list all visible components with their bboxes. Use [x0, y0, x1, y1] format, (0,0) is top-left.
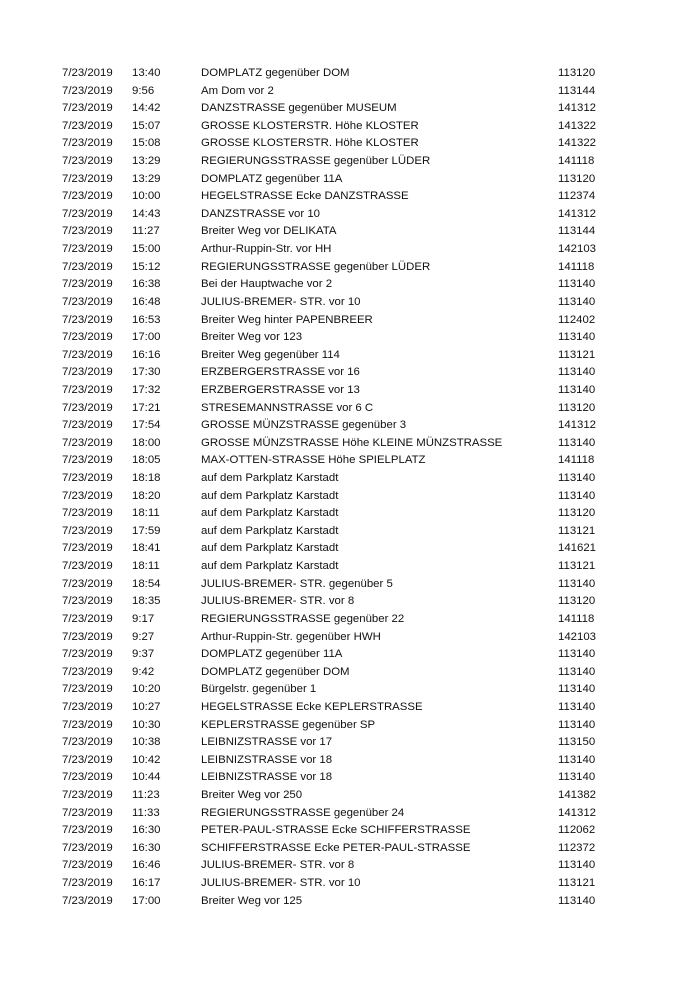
- record-date: 7/23/2019: [62, 524, 113, 537]
- record-code: 141382: [558, 788, 597, 801]
- record-code: 113140: [558, 331, 596, 344]
- record-time: 16:17: [132, 877, 161, 890]
- record-time: 18:11: [132, 507, 160, 520]
- record-time: 17:32: [132, 383, 161, 396]
- table-row: [62, 294, 622, 312]
- record-time: 15:12: [132, 260, 161, 273]
- record-location: Breiter Weg vor 123: [201, 331, 303, 344]
- table-row: [62, 118, 622, 136]
- record-code: 113121: [558, 524, 596, 537]
- table-row: [62, 540, 622, 558]
- record-location: auf dem Parkplatz Karstadt: [201, 542, 339, 555]
- record-code: 141312: [558, 806, 597, 819]
- record-date: 7/23/2019: [62, 419, 113, 432]
- record-time: 17:59: [132, 524, 161, 537]
- record-code: 113120: [558, 401, 596, 414]
- record-code: 112062: [558, 824, 596, 837]
- record-time: 9:17: [132, 612, 155, 625]
- record-code: 113140: [558, 859, 596, 872]
- record-date: 7/23/2019: [62, 401, 113, 414]
- table-row: [62, 400, 622, 418]
- record-date: 7/23/2019: [62, 84, 113, 97]
- record-code: 113140: [558, 753, 596, 766]
- record-date: 7/23/2019: [62, 507, 113, 520]
- record-time: 17:00: [132, 331, 161, 344]
- record-time: 10:42: [132, 753, 161, 766]
- table-row: [62, 840, 622, 858]
- record-date: 7/23/2019: [62, 736, 113, 749]
- record-code: 113140: [558, 700, 596, 713]
- record-code: 113140: [558, 718, 596, 731]
- record-location: REGIERUNGSSTRASSE gegenüber 24: [201, 806, 405, 819]
- record-time: 18:20: [132, 489, 161, 502]
- record-date: 7/23/2019: [62, 137, 113, 150]
- record-location: DOMPLATZ gegenüber 11A: [201, 172, 343, 185]
- record-date: 7/23/2019: [62, 542, 113, 555]
- record-date: 7/23/2019: [62, 753, 113, 766]
- table-row: [62, 83, 622, 101]
- table-row: [62, 470, 622, 488]
- table-row: [62, 505, 622, 523]
- record-location: DANZSTRASSE gegenüber MUSEUM: [201, 102, 397, 115]
- table-row: [62, 171, 622, 189]
- record-code: 113140: [558, 436, 596, 449]
- record-code: 113140: [558, 278, 596, 291]
- record-date: 7/23/2019: [62, 841, 113, 854]
- record-date: 7/23/2019: [62, 489, 113, 502]
- record-time: 18:00: [132, 436, 161, 449]
- table-row: [62, 893, 622, 911]
- table-row: [62, 135, 622, 153]
- record-date: 7/23/2019: [62, 313, 113, 326]
- record-time: 11:33: [132, 806, 160, 819]
- table-row: [62, 875, 622, 893]
- record-date: 7/23/2019: [62, 806, 113, 819]
- record-date: 7/23/2019: [62, 454, 113, 467]
- table-row: [62, 523, 622, 541]
- record-time: 16:38: [132, 278, 161, 291]
- record-date: 7/23/2019: [62, 472, 113, 485]
- table-row: [62, 787, 622, 805]
- table-row: [62, 223, 622, 241]
- table-row: [62, 752, 622, 770]
- record-time: 10:30: [132, 718, 161, 731]
- record-location: JULIUS-BREMER- STR. vor 10: [201, 877, 361, 890]
- record-location: HEGELSTRASSE Ecke KEPLERSTRASSE: [201, 700, 423, 713]
- record-code: 113140: [558, 472, 596, 485]
- record-location: LEIBNIZSTRASSE vor 17: [201, 736, 333, 749]
- record-location: GROSSE MÜNZSTRASSE gegenüber 3: [201, 419, 407, 432]
- table-row: [62, 100, 622, 118]
- record-time: 15:00: [132, 243, 161, 256]
- record-date: 7/23/2019: [62, 612, 113, 625]
- record-date: 7/23/2019: [62, 877, 113, 890]
- record-location: GROSSE KLOSTERSTR. Höhe KLOSTER: [201, 137, 419, 150]
- table-row: [62, 312, 622, 330]
- record-location: Breiter Weg gegenüber 114: [201, 348, 340, 361]
- record-code: 141322: [558, 137, 597, 150]
- record-code: 141118: [558, 260, 595, 273]
- record-code: 113140: [558, 665, 596, 678]
- record-date: 7/23/2019: [62, 67, 113, 79]
- table-row: [62, 435, 622, 453]
- table-row: [62, 805, 622, 823]
- record-date: 7/23/2019: [62, 243, 113, 256]
- table-row: [62, 664, 622, 682]
- record-code: 113120: [558, 67, 596, 79]
- record-location: LEIBNIZSTRASSE vor 18: [201, 753, 333, 766]
- record-time: 10:44: [132, 771, 161, 784]
- table-row: [62, 681, 622, 699]
- record-time: 17:00: [132, 894, 161, 907]
- record-code: 113144: [558, 84, 596, 97]
- record-time: 9:37: [132, 648, 155, 661]
- record-code: 113144: [558, 225, 596, 238]
- record-date: 7/23/2019: [62, 155, 113, 168]
- record-location: STRESEMANNSTRASSE vor 6 C: [201, 401, 374, 414]
- record-location: DOMPLATZ gegenüber DOM: [201, 67, 350, 79]
- record-code: 113140: [558, 295, 596, 308]
- table-row: [62, 276, 622, 294]
- record-code: 113120: [558, 172, 596, 185]
- record-location: GROSSE MÜNZSTRASSE Höhe KLEINE MÜNZSTRASSE: [201, 436, 503, 449]
- record-code: 141118: [558, 612, 595, 625]
- record-date: 7/23/2019: [62, 560, 113, 573]
- record-location: Breiter Weg hinter PAPENBREER: [201, 313, 373, 326]
- record-time: 10:27: [132, 700, 161, 713]
- record-time: 13:29: [132, 172, 161, 185]
- record-code: 113140: [558, 648, 596, 661]
- table-row: [62, 699, 622, 717]
- record-time: 10:20: [132, 683, 161, 696]
- record-code: 141118: [558, 155, 595, 168]
- record-code: 113121: [558, 560, 596, 573]
- record-code: 113150: [558, 736, 596, 749]
- record-date: 7/23/2019: [62, 119, 113, 132]
- table-row: [62, 364, 622, 382]
- record-code: 113121: [558, 348, 596, 361]
- table-row: [62, 734, 622, 752]
- record-time: 9:27: [132, 630, 155, 643]
- records-table: [62, 65, 622, 910]
- record-code: 113140: [558, 577, 596, 590]
- record-location: Bei der Hauptwache vor 2: [201, 278, 333, 291]
- record-location: MAX-OTTEN-STRASSE Höhe SPIELPLATZ: [201, 454, 426, 467]
- record-code: 141312: [558, 207, 597, 220]
- record-location: Breiter Weg vor 250: [201, 788, 303, 801]
- record-location: Breiter Weg vor DELIKATA: [201, 225, 337, 238]
- record-time: 11:23: [132, 788, 160, 801]
- record-time: 14:43: [132, 207, 161, 220]
- record-time: 18:18: [132, 472, 161, 485]
- record-location: REGIERUNGSSTRASSE gegenüber 22: [201, 612, 405, 625]
- table-row: [62, 857, 622, 875]
- record-code: 113140: [558, 383, 596, 396]
- record-location: REGIERUNGSSTRASSE gegenüber LÜDER: [201, 260, 431, 273]
- record-location: REGIERUNGSSTRASSE gegenüber LÜDER: [201, 155, 431, 168]
- record-time: 16:30: [132, 841, 161, 854]
- table-row: [62, 329, 622, 347]
- record-code: 113140: [558, 366, 596, 379]
- record-code: 113121: [558, 877, 596, 890]
- table-row: [62, 558, 622, 576]
- record-date: 7/23/2019: [62, 295, 113, 308]
- record-date: 7/23/2019: [62, 436, 113, 449]
- table-row: [62, 593, 622, 611]
- table-row: [62, 417, 622, 435]
- table-row: [62, 822, 622, 840]
- record-date: 7/23/2019: [62, 190, 113, 203]
- record-date: 7/23/2019: [62, 102, 113, 115]
- record-time: 16:30: [132, 824, 161, 837]
- table-row: [62, 347, 622, 365]
- record-time: 15:08: [132, 137, 161, 150]
- table-row: [62, 488, 622, 506]
- record-location: Breiter Weg vor 125: [201, 894, 303, 907]
- record-date: 7/23/2019: [62, 260, 113, 273]
- record-code: 113120: [558, 507, 596, 520]
- record-time: 16:46: [132, 859, 161, 872]
- record-date: 7/23/2019: [62, 665, 113, 678]
- record-date: 7/23/2019: [62, 348, 113, 361]
- record-code: 112372: [558, 841, 596, 854]
- record-code: 112402: [558, 313, 596, 326]
- record-date: 7/23/2019: [62, 700, 113, 713]
- record-date: 7/23/2019: [62, 683, 113, 696]
- record-time: 13:40: [132, 67, 161, 79]
- record-time: 17:54: [132, 419, 161, 432]
- record-time: 10:38: [132, 736, 161, 749]
- table-row: [62, 65, 622, 83]
- table-row: [62, 611, 622, 629]
- record-location: DOMPLATZ gegenüber 11A: [201, 648, 343, 661]
- record-date: 7/23/2019: [62, 771, 113, 784]
- table-row: [62, 382, 622, 400]
- record-location: ERZBERGERSTRASSE vor 13: [201, 383, 360, 396]
- record-code: 112374: [558, 190, 596, 203]
- record-time: 10:00: [132, 190, 161, 203]
- record-location: GROSSE KLOSTERSTR. Höhe KLOSTER: [201, 119, 419, 132]
- record-location: Bürgelstr. gegenüber 1: [201, 683, 317, 696]
- record-time: 18:35: [132, 595, 161, 608]
- record-time: 9:42: [132, 665, 155, 678]
- record-location: Arthur-Ruppin-Str. gegenüber HWH: [201, 630, 381, 643]
- record-time: 16:16: [132, 348, 161, 361]
- record-code: 141312: [558, 102, 597, 115]
- record-location: auf dem Parkplatz Karstadt: [201, 472, 339, 485]
- record-location: DOMPLATZ gegenüber DOM: [201, 665, 350, 678]
- record-code: 142103: [558, 243, 597, 256]
- record-time: 16:53: [132, 313, 161, 326]
- table-row: [62, 769, 622, 787]
- record-date: 7/23/2019: [62, 207, 113, 220]
- record-date: 7/23/2019: [62, 278, 113, 291]
- record-time: 18:54: [132, 577, 161, 590]
- record-location: auf dem Parkplatz Karstadt: [201, 524, 339, 537]
- record-time: 15:07: [132, 119, 161, 132]
- record-location: DANZSTRASSE vor 10: [201, 207, 321, 220]
- record-date: 7/23/2019: [62, 577, 113, 590]
- record-location: ERZBERGERSTRASSE vor 16: [201, 366, 360, 379]
- record-date: 7/23/2019: [62, 383, 113, 396]
- record-time: 17:21: [132, 401, 161, 414]
- record-time: 17:30: [132, 366, 161, 379]
- record-date: 7/23/2019: [62, 648, 113, 661]
- table-row: [62, 646, 622, 664]
- record-location: LEIBNIZSTRASSE vor 18: [201, 771, 333, 784]
- record-location: SCHIFFERSTRASSE Ecke PETER-PAUL-STRASSE: [201, 841, 471, 854]
- table-row: [62, 576, 622, 594]
- record-location: Arthur-Ruppin-Str. vor HH: [201, 243, 332, 256]
- record-date: 7/23/2019: [62, 894, 113, 907]
- record-code: 113140: [558, 489, 596, 502]
- table-row: [62, 153, 622, 171]
- record-time: 16:48: [132, 295, 161, 308]
- record-time: 11:27: [132, 225, 160, 238]
- record-location: Am Dom vor 2: [201, 84, 274, 97]
- record-time: 13:29: [132, 155, 161, 168]
- record-location: auf dem Parkplatz Karstadt: [201, 507, 339, 520]
- record-location: KEPLERSTRASSE gegenüber SP: [201, 718, 376, 731]
- record-date: 7/23/2019: [62, 824, 113, 837]
- table-row: [62, 259, 622, 277]
- record-code: 141118: [558, 454, 595, 467]
- table-row: [62, 629, 622, 647]
- record-date: 7/23/2019: [62, 172, 113, 185]
- record-code: 141312: [558, 419, 597, 432]
- table-row: [62, 206, 622, 224]
- record-code: 141322: [558, 119, 597, 132]
- record-code: 113140: [558, 683, 596, 696]
- record-date: 7/23/2019: [62, 859, 113, 872]
- record-location: auf dem Parkplatz Karstadt: [201, 489, 339, 502]
- record-time: 18:05: [132, 454, 161, 467]
- record-time: 14:42: [132, 102, 161, 115]
- record-date: 7/23/2019: [62, 595, 113, 608]
- record-code: 113140: [558, 771, 596, 784]
- record-location: HEGELSTRASSE Ecke DANZSTRASSE: [201, 190, 409, 203]
- table-row: [62, 188, 622, 206]
- record-location: PETER-PAUL-STRASSE Ecke SCHIFFERSTRASSE: [201, 824, 471, 837]
- record-date: 7/23/2019: [62, 788, 113, 801]
- record-code: 141621: [558, 542, 597, 555]
- record-date: 7/23/2019: [62, 331, 113, 344]
- table-row: [62, 717, 622, 735]
- record-location: JULIUS-BREMER- STR. vor 8: [201, 595, 355, 608]
- record-code: 113140: [558, 894, 596, 907]
- record-location: JULIUS-BREMER- STR. vor 8: [201, 859, 355, 872]
- record-date: 7/23/2019: [62, 225, 113, 238]
- table-row: [62, 241, 622, 259]
- record-date: 7/23/2019: [62, 718, 113, 731]
- record-location: JULIUS-BREMER- STR. gegenüber 5: [201, 577, 393, 590]
- record-location: JULIUS-BREMER- STR. vor 10: [201, 295, 361, 308]
- record-time: 9:56: [132, 84, 155, 97]
- record-date: 7/23/2019: [62, 366, 113, 379]
- table-row: [62, 452, 622, 470]
- record-code: 113120: [558, 595, 596, 608]
- record-location: auf dem Parkplatz Karstadt: [201, 560, 339, 573]
- record-time: 18:11: [132, 560, 160, 573]
- record-time: 18:41: [132, 542, 161, 555]
- record-code: 142103: [558, 630, 597, 643]
- record-date: 7/23/2019: [62, 630, 113, 643]
